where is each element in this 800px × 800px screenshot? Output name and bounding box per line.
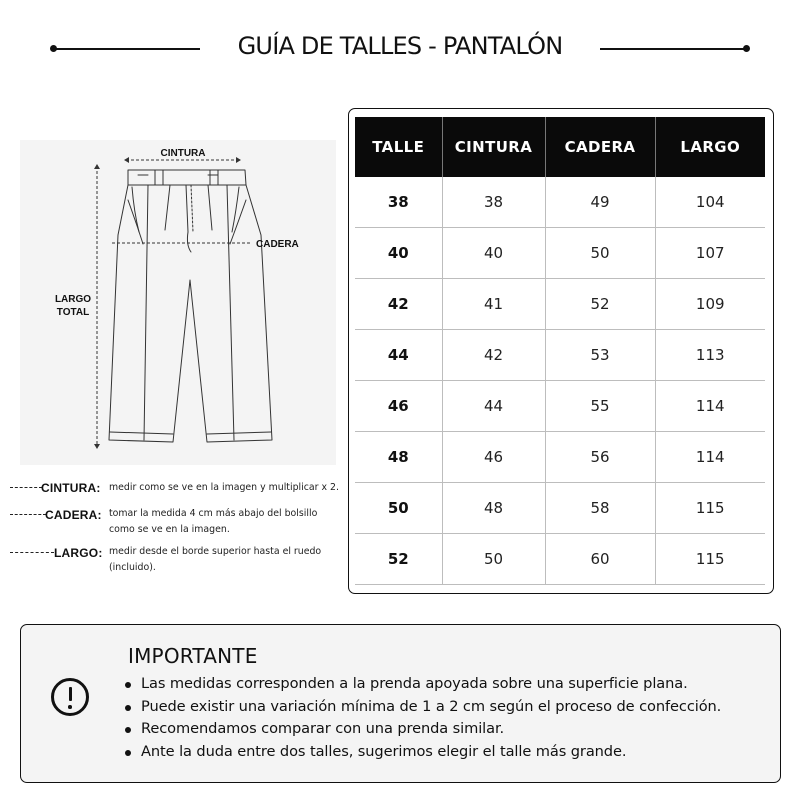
header-talle: TALLE <box>355 117 442 177</box>
cell-talle: 44 <box>355 330 442 381</box>
note-leader <box>10 514 46 515</box>
cell-largo: 114 <box>655 381 765 432</box>
table-row <box>355 177 765 228</box>
page-header <box>0 30 800 66</box>
cell-largo: 109 <box>655 279 765 330</box>
cell-cadera: 52 <box>545 279 655 330</box>
cell-cintura: 41 <box>442 279 545 330</box>
cell-cadera: 49 <box>545 177 655 228</box>
label-largo-line1: LARGO <box>54 294 92 305</box>
largo-measure-line <box>94 164 100 449</box>
cell-talle: 50 <box>355 482 442 533</box>
size-table <box>355 117 765 585</box>
cell-cintura: 50 <box>442 533 545 584</box>
cell-largo: 114 <box>655 431 765 482</box>
cell-cintura: 40 <box>442 228 545 279</box>
cell-cadera: 60 <box>545 533 655 584</box>
note-label: CINTURA: <box>41 481 101 495</box>
header-cadera: CADERA <box>545 117 655 177</box>
cell-largo: 107 <box>655 228 765 279</box>
cell-largo: 115 <box>655 533 765 584</box>
label-cadera: CADERA <box>256 239 299 250</box>
note-text: tomar la medida 4 cm más abajo del bolsillo <box>109 508 318 519</box>
list-item: Las medidas corresponden a la prenda apoyada sobre una superficie plana. <box>123 673 721 696</box>
title-rule-left <box>54 48 200 50</box>
cell-cadera: 58 <box>545 482 655 533</box>
cell-cadera: 50 <box>545 228 655 279</box>
important-notice <box>20 624 781 783</box>
table-row <box>355 533 765 584</box>
cell-cadera: 56 <box>545 431 655 482</box>
table-row <box>355 482 765 533</box>
pants-illustration-panel <box>20 140 336 465</box>
note-label: CADERA: <box>45 508 102 522</box>
list-item: Ante la duda entre dos talles, sugerimos elegir el talle más grande. <box>123 741 721 764</box>
list-item: Puede existir una variación mínima de 1 a 2 cm según el proceso de confección. <box>123 696 721 719</box>
cell-talle: 38 <box>355 177 442 228</box>
label-largo-line2: TOTAL <box>56 307 90 318</box>
cell-talle: 46 <box>355 381 442 432</box>
table-row <box>355 279 765 330</box>
header-largo: LARGO <box>655 117 765 177</box>
cell-talle: 42 <box>355 279 442 330</box>
cell-cintura: 38 <box>442 177 545 228</box>
note-label: LARGO: <box>54 546 103 560</box>
cell-talle: 48 <box>355 431 442 482</box>
cell-cintura: 48 <box>442 482 545 533</box>
pants-waistband <box>128 170 246 185</box>
note-leader <box>10 487 42 488</box>
note-text: medir como se ve en la imagen y multiplicar x 2. <box>109 482 339 493</box>
cell-cadera: 55 <box>545 381 655 432</box>
table-header-row <box>355 117 765 177</box>
cell-cintura: 46 <box>442 431 545 482</box>
cell-largo: 115 <box>655 482 765 533</box>
cell-largo: 104 <box>655 177 765 228</box>
important-title: IMPORTANTE <box>128 644 258 668</box>
pants-illustration <box>20 140 336 465</box>
list-item: Recomendamos comparar con una prenda similar. <box>123 718 721 741</box>
cell-cadera: 53 <box>545 330 655 381</box>
cell-talle: 52 <box>355 533 442 584</box>
title-dot-right <box>743 45 750 52</box>
note-leader <box>10 552 54 553</box>
page-title: GUÍA DE TALLES - PANTALÓN <box>237 32 563 60</box>
table-row <box>355 228 765 279</box>
note-text: medir desde el borde superior hasta el ruedo <box>109 546 322 557</box>
table-row <box>355 381 765 432</box>
cell-largo: 113 <box>655 330 765 381</box>
header-cintura: CINTURA <box>442 117 545 177</box>
exclamation-circle-icon <box>51 678 89 716</box>
pants-outline <box>109 185 272 442</box>
cell-talle: 40 <box>355 228 442 279</box>
table-row <box>355 431 765 482</box>
cell-cintura: 44 <box>442 381 545 432</box>
title-rule-right <box>600 48 746 50</box>
important-list <box>123 673 721 763</box>
note-text: (incluido). <box>109 562 156 573</box>
table-row <box>355 330 765 381</box>
note-text: como se ve en la imagen. <box>109 524 230 535</box>
cell-cintura: 42 <box>442 330 545 381</box>
label-cintura: CINTURA <box>160 148 206 159</box>
